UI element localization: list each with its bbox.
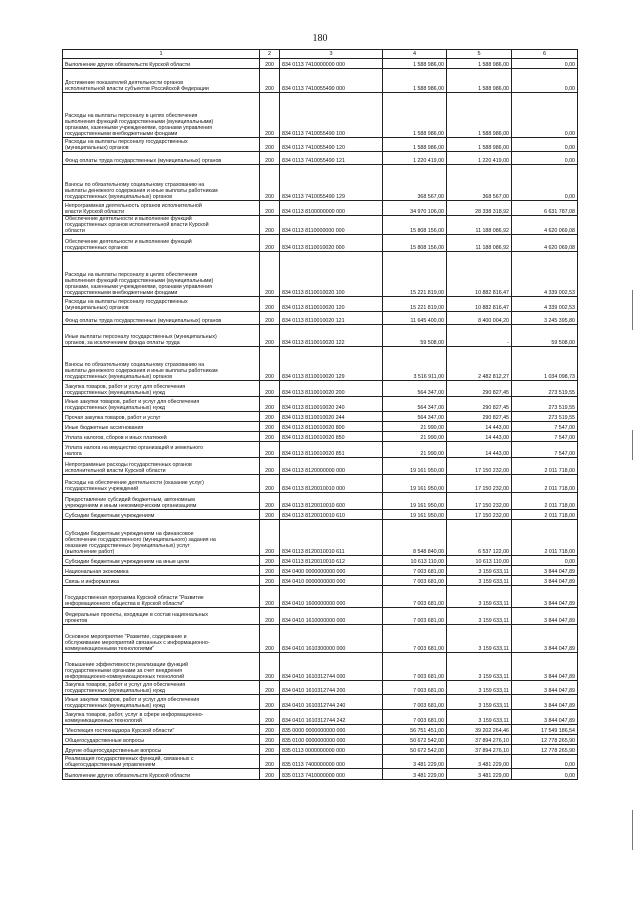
row-unexecuted-amount: 3 245 395,80 — [512, 312, 578, 325]
table-row — [63, 312, 578, 325]
row-planned-amount: 3 481 229,00 — [383, 755, 447, 769]
column-header: 5 — [447, 50, 512, 59]
row-code: 200 — [260, 493, 280, 510]
row-classification-code: 834 0113 8100000000 000 — [280, 201, 383, 216]
table-row — [63, 653, 578, 681]
row-executed-amount: 368 567,00 — [447, 165, 512, 201]
row-planned-amount: 15 221 819,00 — [383, 252, 447, 297]
row-unexecuted-amount: 2 011 718,00 — [512, 510, 578, 520]
row-classification-code: 835 0113 0000000000 000 — [280, 745, 383, 755]
table-row — [63, 252, 578, 297]
budget-execution-table — [62, 49, 578, 780]
row-code: 200 — [260, 59, 280, 69]
table-row — [63, 710, 578, 725]
row-name: Уплата налога на имущество организаций и земельного налога — [63, 442, 260, 458]
table-row — [63, 608, 578, 625]
row-unexecuted-amount: 4 339 002,53 — [512, 297, 578, 312]
row-unexecuted-amount: 12 778 265,90 — [512, 735, 578, 745]
row-classification-code: 834 0113 7410055490 100 — [280, 93, 383, 138]
row-name: Расходы на выплаты персоналу государственных (муниципальных) органов — [63, 138, 260, 152]
row-classification-code: 834 0113 8110010020 200 — [280, 381, 383, 397]
row-executed-amount: 37 894 276,10 — [447, 735, 512, 745]
table-row — [63, 152, 578, 165]
row-unexecuted-amount: 12 778 265,90 — [512, 745, 578, 755]
row-planned-amount: 7 003 681,00 — [383, 681, 447, 695]
table-row — [63, 566, 578, 576]
row-code: 200 — [260, 397, 280, 412]
row-planned-amount: 19 161 950,00 — [383, 475, 447, 493]
row-unexecuted-amount: 0,00 — [512, 152, 578, 165]
table-row — [63, 681, 578, 695]
row-unexecuted-amount: 2 011 718,00 — [512, 520, 578, 556]
row-executed-amount: 3 159 633,11 — [447, 576, 512, 586]
row-name: Расходы на выплаты персоналу в целях обеспечения выполнения функций государственными (муниципальными) органами, казенными учреждениями, органами управления государственными внебюджетными фондами — [63, 93, 260, 138]
column-header: 3 — [280, 50, 383, 59]
row-executed-amount: 3 159 633,11 — [447, 710, 512, 725]
row-code: 200 — [260, 695, 280, 710]
row-planned-amount: 3 481 229,00 — [383, 769, 447, 780]
row-executed-amount: 17 150 232,00 — [447, 510, 512, 520]
row-planned-amount: 11 645 400,00 — [383, 312, 447, 325]
table-row — [63, 432, 578, 442]
row-code: 200 — [260, 735, 280, 745]
row-code: 200 — [260, 235, 280, 252]
row-name: Обеспечение деятельности и выполнение функций государственных органов исполнительной власти Курской области — [63, 216, 260, 235]
table-body — [63, 59, 578, 780]
row-code: 200 — [260, 93, 280, 138]
row-planned-amount: 1 588 986,00 — [383, 138, 447, 152]
row-classification-code: 834 0113 8120010010 600 — [280, 493, 383, 510]
row-name: Основное мероприятие "Развитие, содержание и обслуживание мероприятий связанных с информационно- коммуникационными технологиями" — [63, 625, 260, 653]
row-code: 200 — [260, 653, 280, 681]
row-code: 200 — [260, 458, 280, 475]
row-planned-amount: 8 548 840,00 — [383, 520, 447, 556]
row-name: Прочая закупка товаров, работ и услуг — [63, 412, 260, 422]
table-row — [63, 625, 578, 653]
table-row — [63, 138, 578, 152]
row-planned-amount: 19 161 950,00 — [383, 493, 447, 510]
row-name: Расходы на выплаты персоналу в целях обеспечения выполнения функций государственными (муниципальными) органами, казенными учреждениями, органами управления государственными внебюджетными фондами — [63, 252, 260, 297]
table-row — [63, 397, 578, 412]
row-classification-code: 834 0113 8110010020 100 — [280, 252, 383, 297]
row-name: Иные закупки товаров, работ и услуг для обеспечения государственных (муниципальных) нужд — [63, 695, 260, 710]
row-unexecuted-amount: 3 844 047,89 — [512, 586, 578, 608]
row-planned-amount: 21 990,00 — [383, 422, 447, 432]
row-executed-amount: 3 159 633,11 — [447, 566, 512, 576]
row-unexecuted-amount: 3 844 047,89 — [512, 566, 578, 576]
row-classification-code: 834 0113 8110010020 121 — [280, 312, 383, 325]
row-code: 200 — [260, 325, 280, 347]
row-executed-amount: 3 159 633,11 — [447, 586, 512, 608]
row-name: Достижение показателей деятельности органов исполнительной власти субъектов Российской Федерации — [63, 69, 260, 93]
row-executed-amount: 14 443,00 — [447, 442, 512, 458]
row-classification-code: 834 0410 1610300000 000 — [280, 625, 383, 653]
row-executed-amount: 1 588 986,00 — [447, 59, 512, 69]
row-classification-code: 834 0113 8110000000 000 — [280, 216, 383, 235]
row-executed-amount: 3 159 633,11 — [447, 625, 512, 653]
row-classification-code: 834 0113 8120010010 610 — [280, 510, 383, 520]
column-header: 6 — [512, 50, 578, 59]
row-unexecuted-amount: 4 620 069,08 — [512, 216, 578, 235]
row-code: 200 — [260, 381, 280, 397]
row-classification-code: 834 0113 7410055490 120 — [280, 138, 383, 152]
row-planned-amount: 564 347,00 — [383, 412, 447, 422]
row-code: 200 — [260, 432, 280, 442]
row-executed-amount: 290 827,45 — [447, 381, 512, 397]
table-row — [63, 493, 578, 510]
row-code: 200 — [260, 152, 280, 165]
row-unexecuted-amount: 7 547,00 — [512, 442, 578, 458]
row-code: 200 — [260, 556, 280, 566]
row-unexecuted-amount: 273 519,55 — [512, 381, 578, 397]
row-name: Государственная программа Курской области "Развитие информационного общества в Курской области" — [63, 586, 260, 608]
table-row — [63, 586, 578, 608]
row-unexecuted-amount: 7 547,00 — [512, 422, 578, 432]
row-code: 200 — [260, 138, 280, 152]
row-unexecuted-amount: 0,00 — [512, 769, 578, 780]
row-classification-code: 834 0400 0000000000 000 — [280, 566, 383, 576]
table-row — [63, 381, 578, 397]
row-classification-code: 834 0113 8120000000 000 — [280, 458, 383, 475]
row-planned-amount: 7 003 681,00 — [383, 653, 447, 681]
column-header: 2 — [260, 50, 280, 59]
row-executed-amount: 3 481 229,00 — [447, 755, 512, 769]
row-planned-amount: 7 003 681,00 — [383, 710, 447, 725]
row-code: 200 — [260, 520, 280, 556]
row-name: Иные бюджетные ассигнования — [63, 422, 260, 432]
row-code: 200 — [260, 566, 280, 576]
row-unexecuted-amount: 273 519,55 — [512, 397, 578, 412]
table-row — [63, 556, 578, 566]
row-classification-code: 834 0113 8120010010 611 — [280, 520, 383, 556]
row-executed-amount: 11 188 086,92 — [447, 235, 512, 252]
row-planned-amount: 21 990,00 — [383, 432, 447, 442]
row-unexecuted-amount: 17 549 186,54 — [512, 725, 578, 735]
row-planned-amount: 21 990,00 — [383, 442, 447, 458]
row-executed-amount: 14 443,00 — [447, 432, 512, 442]
row-unexecuted-amount: 2 011 718,00 — [512, 475, 578, 493]
row-name: Закупка товаров, работ и услуг для обеспечения государственных (муниципальных) нужд — [63, 381, 260, 397]
row-unexecuted-amount: 4 339 002,53 — [512, 252, 578, 297]
row-classification-code: 834 0113 7410000000 000 — [280, 59, 383, 69]
row-executed-amount: 11 188 086,92 — [447, 216, 512, 235]
row-code: 200 — [260, 475, 280, 493]
row-name: Непрограммные расходы государственных органов исполнительной власти Курской области — [63, 458, 260, 475]
row-unexecuted-amount: 3 844 047,89 — [512, 576, 578, 586]
row-classification-code: 834 0410 1610312744 200 — [280, 681, 383, 695]
row-classification-code: 834 0113 8110010020 850 — [280, 432, 383, 442]
row-classification-code: 834 0113 7410055490 000 — [280, 69, 383, 93]
row-code: 200 — [260, 69, 280, 93]
row-classification-code: 834 0410 1610312744 240 — [280, 695, 383, 710]
row-code: 200 — [260, 681, 280, 695]
row-code: 200 — [260, 422, 280, 432]
row-name: Выполнение других обязательств Курской области — [63, 769, 260, 780]
row-name: Расходы на выплаты персоналу государственных (муниципальных) органов — [63, 297, 260, 312]
row-executed-amount: 10 882 816,47 — [447, 297, 512, 312]
row-name: Закупка товаров, работ и услуг для обеспечения государственных (муниципальных) нужд — [63, 681, 260, 695]
row-name: Федеральные проекты, входящие в состав национальных проектов — [63, 608, 260, 625]
row-planned-amount: 19 161 950,00 — [383, 458, 447, 475]
row-name: Обеспечение деятельности и выполнение функций государственных органов — [63, 235, 260, 252]
row-classification-code: 834 0113 8110010020 129 — [280, 347, 383, 381]
row-planned-amount: 56 751 451,00 — [383, 725, 447, 735]
row-code: 200 — [260, 608, 280, 625]
row-executed-amount: 3 159 633,11 — [447, 681, 512, 695]
row-unexecuted-amount: 3 844 047,89 — [512, 695, 578, 710]
row-executed-amount: 17 150 232,00 — [447, 493, 512, 510]
row-name: Закупка товаров, работ, услуг в сфере информационно- коммуникационных технологий — [63, 710, 260, 725]
table-row — [63, 735, 578, 745]
row-executed-amount: - — [447, 325, 512, 347]
column-number-row — [63, 50, 578, 59]
table-row — [63, 165, 578, 201]
row-name: Иные закупки товаров, работ и услуг для обеспечения государственных (муниципальных) нужд — [63, 397, 260, 412]
row-planned-amount: 19 161 950,00 — [383, 510, 447, 520]
row-executed-amount: 8 400 004,20 — [447, 312, 512, 325]
row-planned-amount: 7 003 681,00 — [383, 566, 447, 576]
row-code: 200 — [260, 442, 280, 458]
row-unexecuted-amount: 2 011 718,00 — [512, 493, 578, 510]
row-planned-amount: 7 003 681,00 — [383, 608, 447, 625]
table-row — [63, 745, 578, 755]
row-classification-code: 835 0000 0000000000 000 — [280, 725, 383, 735]
row-name: Повышение эффективности реализации функций государственными органами за счет внедрения информационно-коммуникационных технологий — [63, 653, 260, 681]
row-classification-code: 834 0113 8110010020 240 — [280, 397, 383, 412]
row-code: 200 — [260, 252, 280, 297]
row-unexecuted-amount: 3 844 047,89 — [512, 710, 578, 725]
row-name: Расходы на обеспечение деятельности (оказание услуг) государственных учреждений — [63, 475, 260, 493]
row-classification-code: 834 0113 8110010020 122 — [280, 325, 383, 347]
table-row — [63, 412, 578, 422]
row-unexecuted-amount: 0,00 — [512, 755, 578, 769]
row-planned-amount: 564 347,00 — [383, 381, 447, 397]
row-unexecuted-amount: 4 620 069,08 — [512, 235, 578, 252]
table-row — [63, 576, 578, 586]
row-planned-amount: 1 588 986,00 — [383, 69, 447, 93]
row-planned-amount: 7 003 681,00 — [383, 576, 447, 586]
row-planned-amount: 15 808 156,00 — [383, 216, 447, 235]
row-executed-amount: 1 588 986,00 — [447, 69, 512, 93]
row-name: Непрограммная деятельность органов исполнительной власти Курской области — [63, 201, 260, 216]
row-classification-code: 834 0113 8120010010 612 — [280, 556, 383, 566]
row-name: Субсидии бюджетным учреждениям — [63, 510, 260, 520]
margin-mark — [632, 810, 633, 850]
row-unexecuted-amount: 0,00 — [512, 93, 578, 138]
row-name: "Инспекция гостехнадзора Курской области" — [63, 725, 260, 735]
row-code: 200 — [260, 216, 280, 235]
table-row — [63, 325, 578, 347]
row-executed-amount: 3 481 229,00 — [447, 769, 512, 780]
row-planned-amount: 15 221 819,00 — [383, 297, 447, 312]
row-unexecuted-amount: 3 844 047,89 — [512, 625, 578, 653]
row-executed-amount: 290 827,45 — [447, 397, 512, 412]
table-row — [63, 458, 578, 475]
column-header: 1 — [63, 50, 260, 59]
row-classification-code: 834 0113 8120010010 000 — [280, 475, 383, 493]
row-unexecuted-amount: 3 844 047,89 — [512, 681, 578, 695]
row-unexecuted-amount: 0,00 — [512, 556, 578, 566]
row-unexecuted-amount: 3 844 047,89 — [512, 653, 578, 681]
table-row — [63, 695, 578, 710]
row-code: 200 — [260, 745, 280, 755]
row-classification-code: 834 0113 7410055490 121 — [280, 152, 383, 165]
row-classification-code: 834 0113 8110010020 000 — [280, 235, 383, 252]
table-row — [63, 201, 578, 216]
row-planned-amount: 50 672 542,00 — [383, 735, 447, 745]
row-name: Субсидии бюджетным учреждениям на финансовое обеспечение государственного (муниципального) задания на оказание государственных (муниципальных) услуг (выполнение работ) — [63, 520, 260, 556]
row-classification-code: 834 0113 8110010020 800 — [280, 422, 383, 432]
row-code: 200 — [260, 312, 280, 325]
row-executed-amount: 37 894 276,10 — [447, 745, 512, 755]
table-row — [63, 59, 578, 69]
table-row — [63, 510, 578, 520]
table-row — [63, 520, 578, 556]
row-code: 200 — [260, 510, 280, 520]
row-executed-amount: 3 159 633,11 — [447, 695, 512, 710]
table-row — [63, 442, 578, 458]
row-name: Выполнение других обязательств Курской области — [63, 59, 260, 69]
row-classification-code: 835 0113 7410000000 000 — [280, 769, 383, 780]
row-planned-amount: 1 220 419,00 — [383, 152, 447, 165]
row-name: Национальная экономика — [63, 566, 260, 576]
row-unexecuted-amount: 3 844 047,89 — [512, 608, 578, 625]
table-row — [63, 755, 578, 769]
row-code: 200 — [260, 412, 280, 422]
row-code: 200 — [260, 165, 280, 201]
table-row — [63, 297, 578, 312]
row-executed-amount: 6 537 122,00 — [447, 520, 512, 556]
row-unexecuted-amount: 0,00 — [512, 69, 578, 93]
row-code: 200 — [260, 576, 280, 586]
row-classification-code: 834 0113 7410055490 129 — [280, 165, 383, 201]
row-planned-amount: 59 508,00 — [383, 325, 447, 347]
row-planned-amount: 10 613 110,00 — [383, 556, 447, 566]
row-executed-amount: 10 613 110,00 — [447, 556, 512, 566]
table-row — [63, 347, 578, 381]
table-row — [63, 69, 578, 93]
row-planned-amount: 7 003 681,00 — [383, 695, 447, 710]
row-unexecuted-amount: 273 519,55 — [512, 412, 578, 422]
row-planned-amount: 15 808 156,00 — [383, 235, 447, 252]
row-planned-amount: 34 970 106,00 — [383, 201, 447, 216]
row-name: Взносы по обязательному социальному страхованию на выплаты денежного содержания и иные выплаты работникам государственных (муниципальных) органов — [63, 165, 260, 201]
row-name: Связь и информатика — [63, 576, 260, 586]
row-classification-code: 834 0410 1610312744 000 — [280, 653, 383, 681]
row-planned-amount: 1 588 986,00 — [383, 93, 447, 138]
row-planned-amount: 564 347,00 — [383, 397, 447, 412]
row-unexecuted-amount: 0,00 — [512, 138, 578, 152]
table-row — [63, 422, 578, 432]
row-executed-amount: 3 159 633,11 — [447, 653, 512, 681]
row-name: Уплата налогов, сборов и иных платежей — [63, 432, 260, 442]
row-code: 200 — [260, 201, 280, 216]
row-classification-code: 834 0410 0000000000 000 — [280, 576, 383, 586]
row-classification-code: 834 0113 8110010020 851 — [280, 442, 383, 458]
row-executed-amount: 3 159 633,11 — [447, 608, 512, 625]
row-planned-amount: 7 003 681,00 — [383, 586, 447, 608]
row-code: 200 — [260, 755, 280, 769]
row-planned-amount: 3 516 911,00 — [383, 347, 447, 381]
row-code: 200 — [260, 725, 280, 735]
row-planned-amount: 7 003 681,00 — [383, 625, 447, 653]
row-unexecuted-amount: 1 034 098,73 — [512, 347, 578, 381]
page-number: 180 — [312, 33, 328, 44]
table-row — [63, 769, 578, 780]
row-unexecuted-amount: 2 011 718,00 — [512, 458, 578, 475]
margin-mark — [632, 290, 633, 330]
table-row — [63, 235, 578, 252]
row-executed-amount: 290 827,45 — [447, 412, 512, 422]
row-unexecuted-amount: 59 508,00 — [512, 325, 578, 347]
table-row — [63, 725, 578, 735]
row-unexecuted-amount: 0,00 — [512, 165, 578, 201]
table-row — [63, 93, 578, 138]
row-executed-amount: 2 482 812,27 — [447, 347, 512, 381]
row-code: 200 — [260, 347, 280, 381]
row-executed-amount: 1 220 419,00 — [447, 152, 512, 165]
row-name: Предоставление субсидий бюджетным, автономным учреждениям и иным некоммерческим организациям — [63, 493, 260, 510]
row-classification-code: 834 0113 8110010020 244 — [280, 412, 383, 422]
row-name: Иные выплаты персоналу государственных (муниципальных) органов, за исключением фонда оплаты труда — [63, 325, 260, 347]
row-name: Другие общегосударственные вопросы — [63, 745, 260, 755]
row-executed-amount: 14 443,00 — [447, 422, 512, 432]
row-executed-amount: 1 588 986,00 — [447, 93, 512, 138]
row-executed-amount: 10 882 816,47 — [447, 252, 512, 297]
row-name: Взносы по обязательному социальному страхованию на выплаты денежного содержания и иные выплаты работникам государственных (муниципальных) органов — [63, 347, 260, 381]
row-code: 200 — [260, 586, 280, 608]
row-planned-amount: 368 567,00 — [383, 165, 447, 201]
row-code: 200 — [260, 625, 280, 653]
row-planned-amount: 50 672 542,00 — [383, 745, 447, 755]
row-name: Фонд оплаты труда государственных (муниципальных) органов — [63, 152, 260, 165]
row-executed-amount: 1 588 986,00 — [447, 138, 512, 152]
row-classification-code: 834 0410 1610312744 242 — [280, 710, 383, 725]
margin-mark — [632, 430, 633, 460]
row-name: Общегосударственные вопросы — [63, 735, 260, 745]
row-executed-amount: 39 202 264,46 — [447, 725, 512, 735]
row-code: 200 — [260, 710, 280, 725]
row-executed-amount: 17 150 232,00 — [447, 458, 512, 475]
table-row — [63, 216, 578, 235]
table-row — [63, 475, 578, 493]
row-unexecuted-amount: 7 547,00 — [512, 432, 578, 442]
row-classification-code: 834 0410 1600000000 000 — [280, 586, 383, 608]
row-name: Субсидии бюджетным учреждениям на иные цели — [63, 556, 260, 566]
row-name: Фонд оплаты труда государственных (муниципальных) органов — [63, 312, 260, 325]
row-executed-amount: 17 150 232,00 — [447, 475, 512, 493]
row-classification-code: 835 0113 7400000000 000 — [280, 755, 383, 769]
row-unexecuted-amount: 0,00 — [512, 59, 578, 69]
row-code: 200 — [260, 297, 280, 312]
row-classification-code: 835 0100 0000000000 000 — [280, 735, 383, 745]
row-classification-code: 834 0410 1610000000 000 — [280, 608, 383, 625]
row-unexecuted-amount: 6 631 787,08 — [512, 201, 578, 216]
row-executed-amount: 28 338 318,92 — [447, 201, 512, 216]
row-name: Реализация государственных функций, связанных с общегосударственным управлением — [63, 755, 260, 769]
column-header: 4 — [383, 50, 447, 59]
row-code: 200 — [260, 769, 280, 780]
row-planned-amount: 1 588 986,00 — [383, 59, 447, 69]
row-classification-code: 834 0113 8110010020 120 — [280, 297, 383, 312]
